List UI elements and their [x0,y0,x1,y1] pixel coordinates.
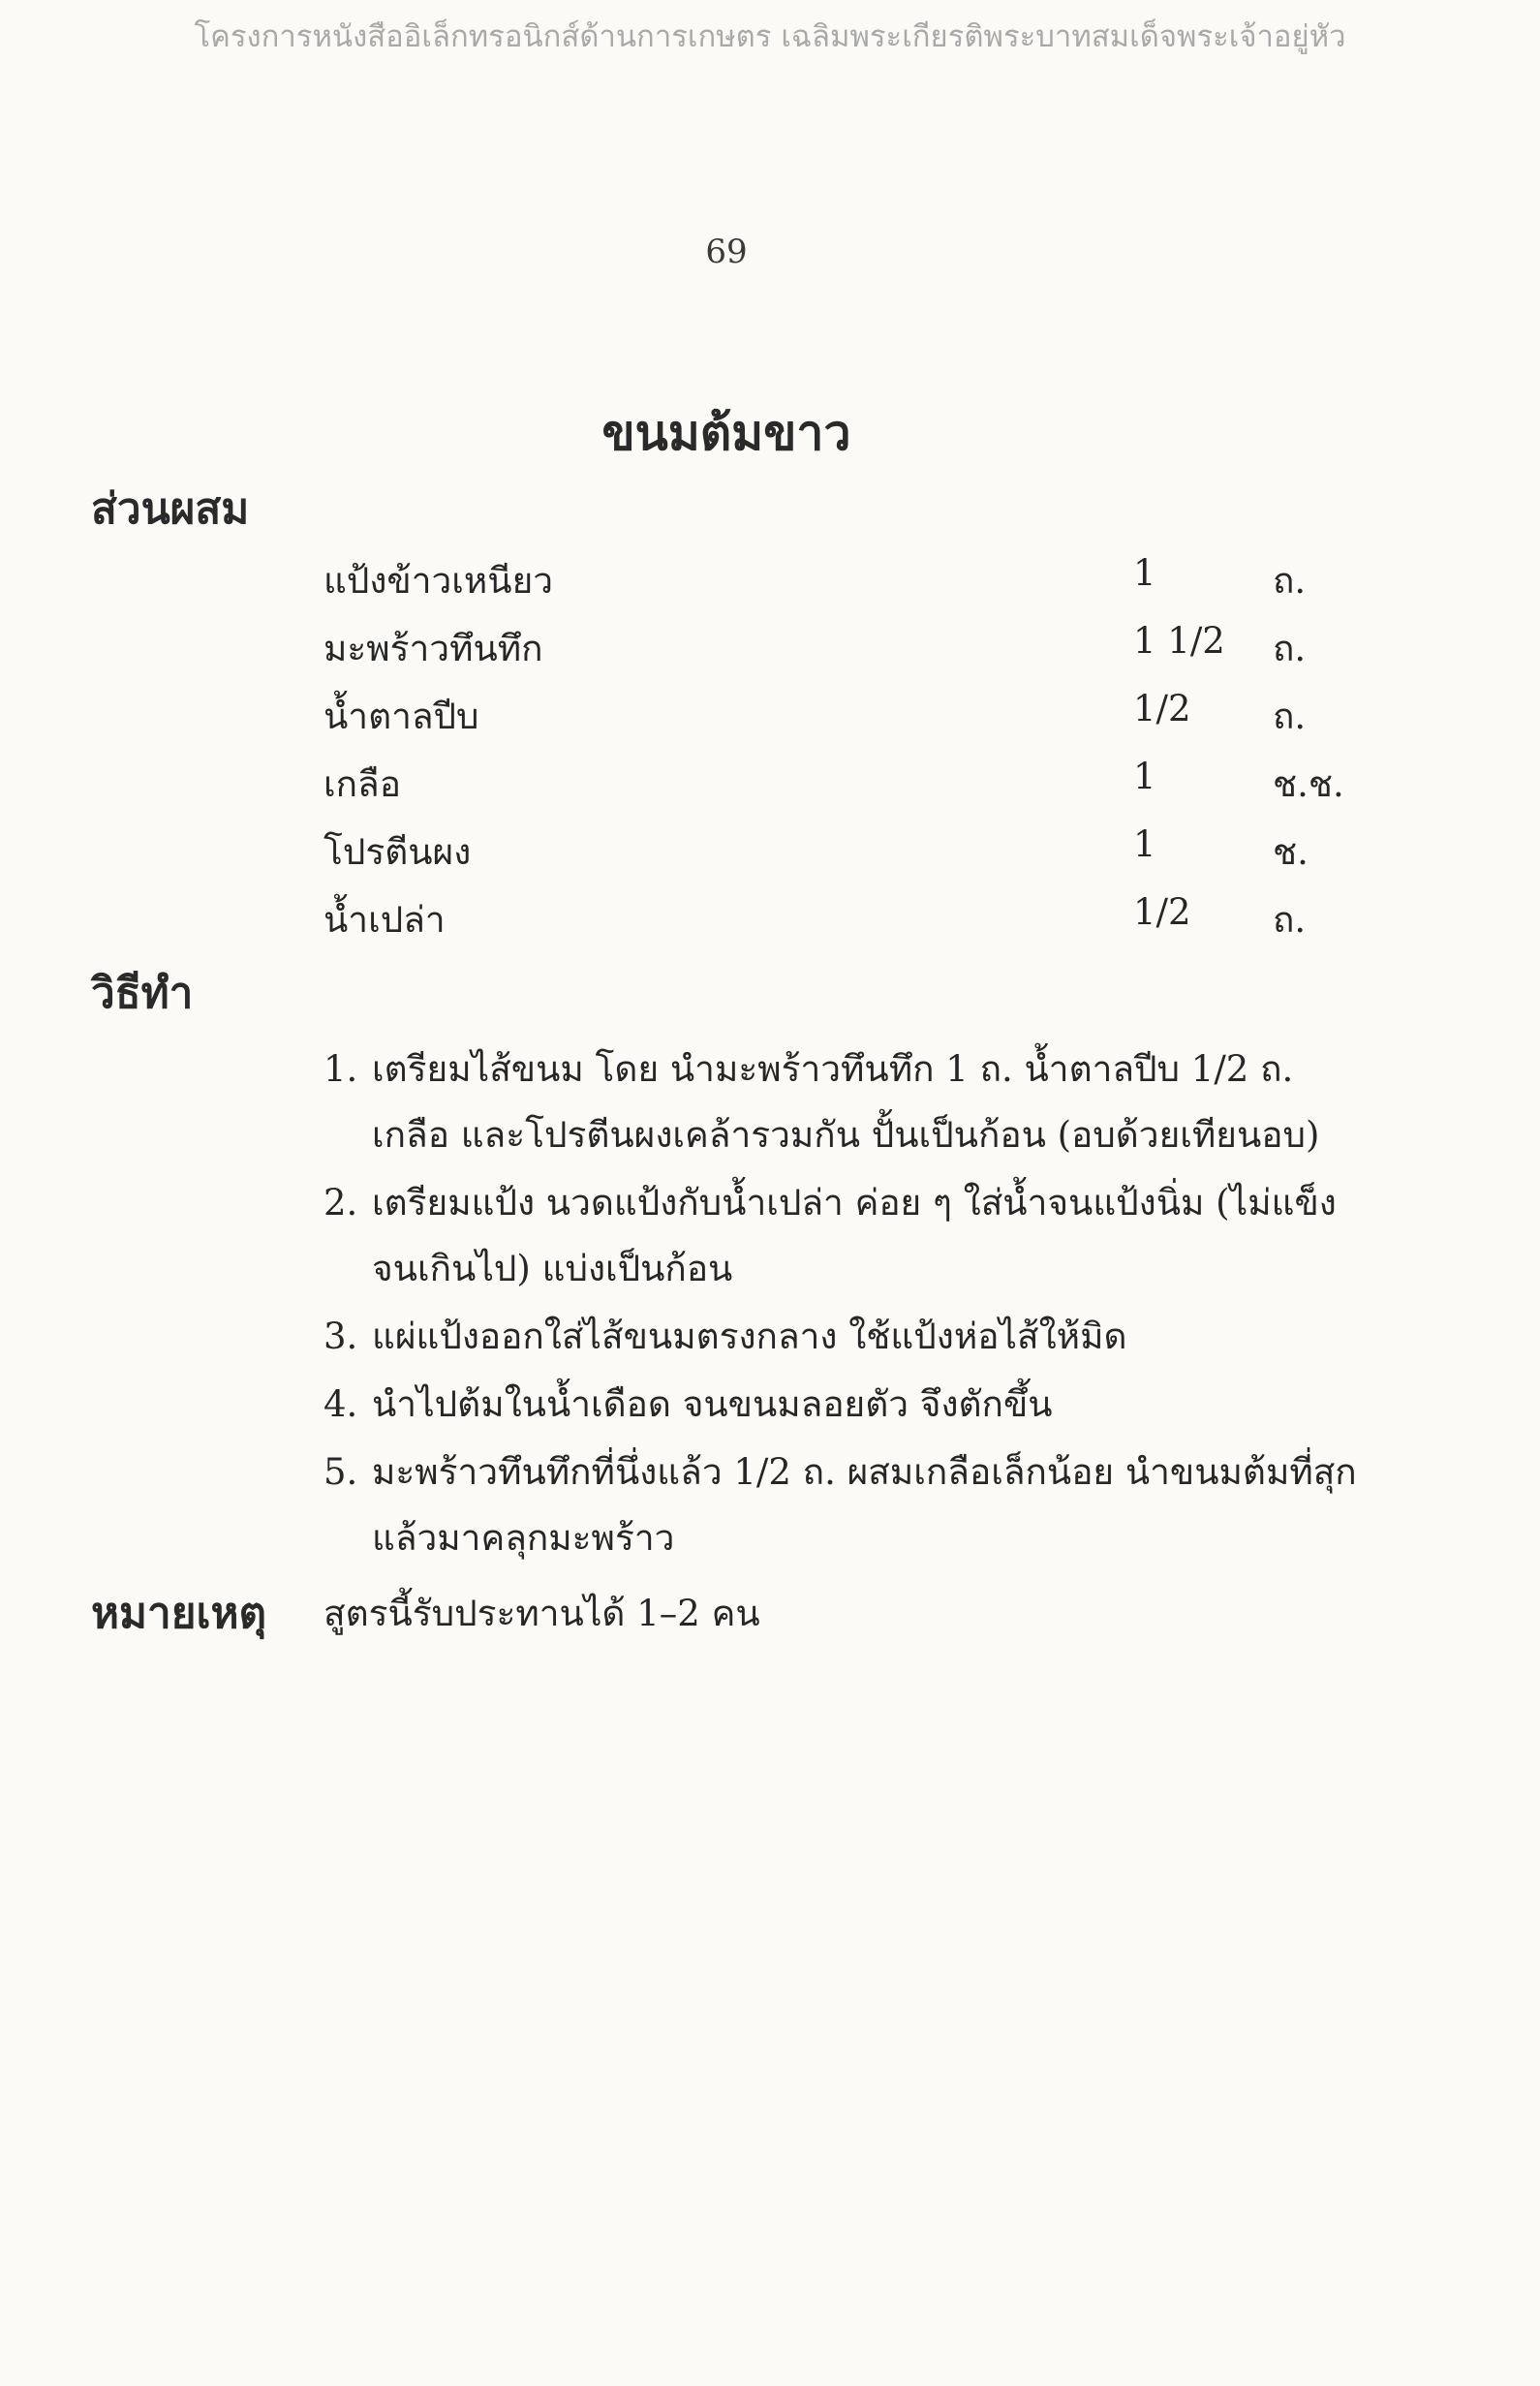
note-text: สูตรนี้รับประทานได้ 1–2 คน [323,1593,760,1634]
step-text: นำไปต้มในน้ำเดือด จนขนมลอยตัว จึงตักขึ้น [372,1383,1053,1425]
method-step [323,1037,1370,1168]
step-number: 2. [323,1182,358,1224]
ingredient-row [323,552,1370,614]
method-step [323,1170,1370,1302]
ingredient-name: น้ำเปล่า [323,899,446,941]
step-number: 3. [323,1316,358,1357]
method-step [323,1440,1370,1571]
step-number: 4. [323,1383,358,1425]
ingredient-name: น้ำตาลปีบ [323,696,479,737]
step-text: เตรียมแป้ง นวดแป้งกับน้ำเปล่า ค่อย ๆ ใส่น้ำจนแป้งนิ่ม (ไม่แข็งจนเกินไป) แบ่งเป็นก้อน [372,1182,1337,1289]
ingredient-row [323,756,1370,818]
ingredient-qty: 1/2 [1133,891,1191,933]
ingredient-unit: ช. [1273,831,1309,873]
ingredient-name: แป้งข้าวเหนียว [323,560,554,602]
method-step [323,1372,1370,1438]
ingredient-row [323,823,1370,885]
ingredient-qty: 1 [1133,552,1156,594]
ingredient-unit: ถ. [1273,560,1307,602]
ingredient-row [323,891,1370,953]
ingredient-qty: 1 1/2 [1133,620,1225,662]
ingredient-row [323,688,1370,750]
method-step [323,1304,1370,1370]
ingredient-name: โปรตีนผง [323,831,472,873]
ingredient-unit: ถ. [1273,899,1307,941]
page-number: 69 [705,232,748,271]
ingredient-qty: 1 [1133,823,1156,865]
note-label: หมายเหตุ [91,1589,267,1638]
ingredient-name: เกลือ [323,763,401,805]
method-heading: วิธีทำ [91,969,194,1018]
ingredient-qty: 1 [1133,756,1156,797]
ingredient-name: มะพร้าวทึนทึก [323,628,543,669]
project-header: โครงการหนังสืออิเล็กทรอนิกส์ด้านการเกษตร เฉลิมพระเกียรติพระบาทสมเด็จพระเจ้าอยู่หัว [194,19,1346,54]
ingredient-row [323,620,1370,682]
step-text: เตรียมไส้ขนม โดย นำมะพร้าวทึนทึก 1 ถ. น้ำตาลปีบ 1/2 ถ. เกลือ และโปรตีนผงเคล้ารวมกัน ปั้นเป็นก้อน (อบด้วยเทียนอบ) [372,1048,1320,1156]
step-number: 5. [323,1451,358,1493]
step-number: 1. [323,1048,358,1090]
ingredient-unit: ถ. [1273,696,1307,737]
recipe-title: ขนมต้มขาว [601,405,851,461]
ingredient-unit: ช.ช. [1273,763,1344,805]
step-text: แผ่แป้งออกใส่ไส้ขนมตรงกลาง ใช้แป้งห่อไส้ให้มิด [372,1316,1127,1357]
step-text: มะพร้าวทึนทึกที่นึ่งแล้ว 1/2 ถ. ผสมเกลือเล็กน้อย นำขนมต้มที่สุกแล้วมาคลุกมะพร้าว [372,1451,1357,1559]
ingredient-unit: ถ. [1273,628,1307,669]
ingredient-qty: 1/2 [1133,688,1191,729]
ingredients-heading: ส่วนผสม [91,484,250,534]
